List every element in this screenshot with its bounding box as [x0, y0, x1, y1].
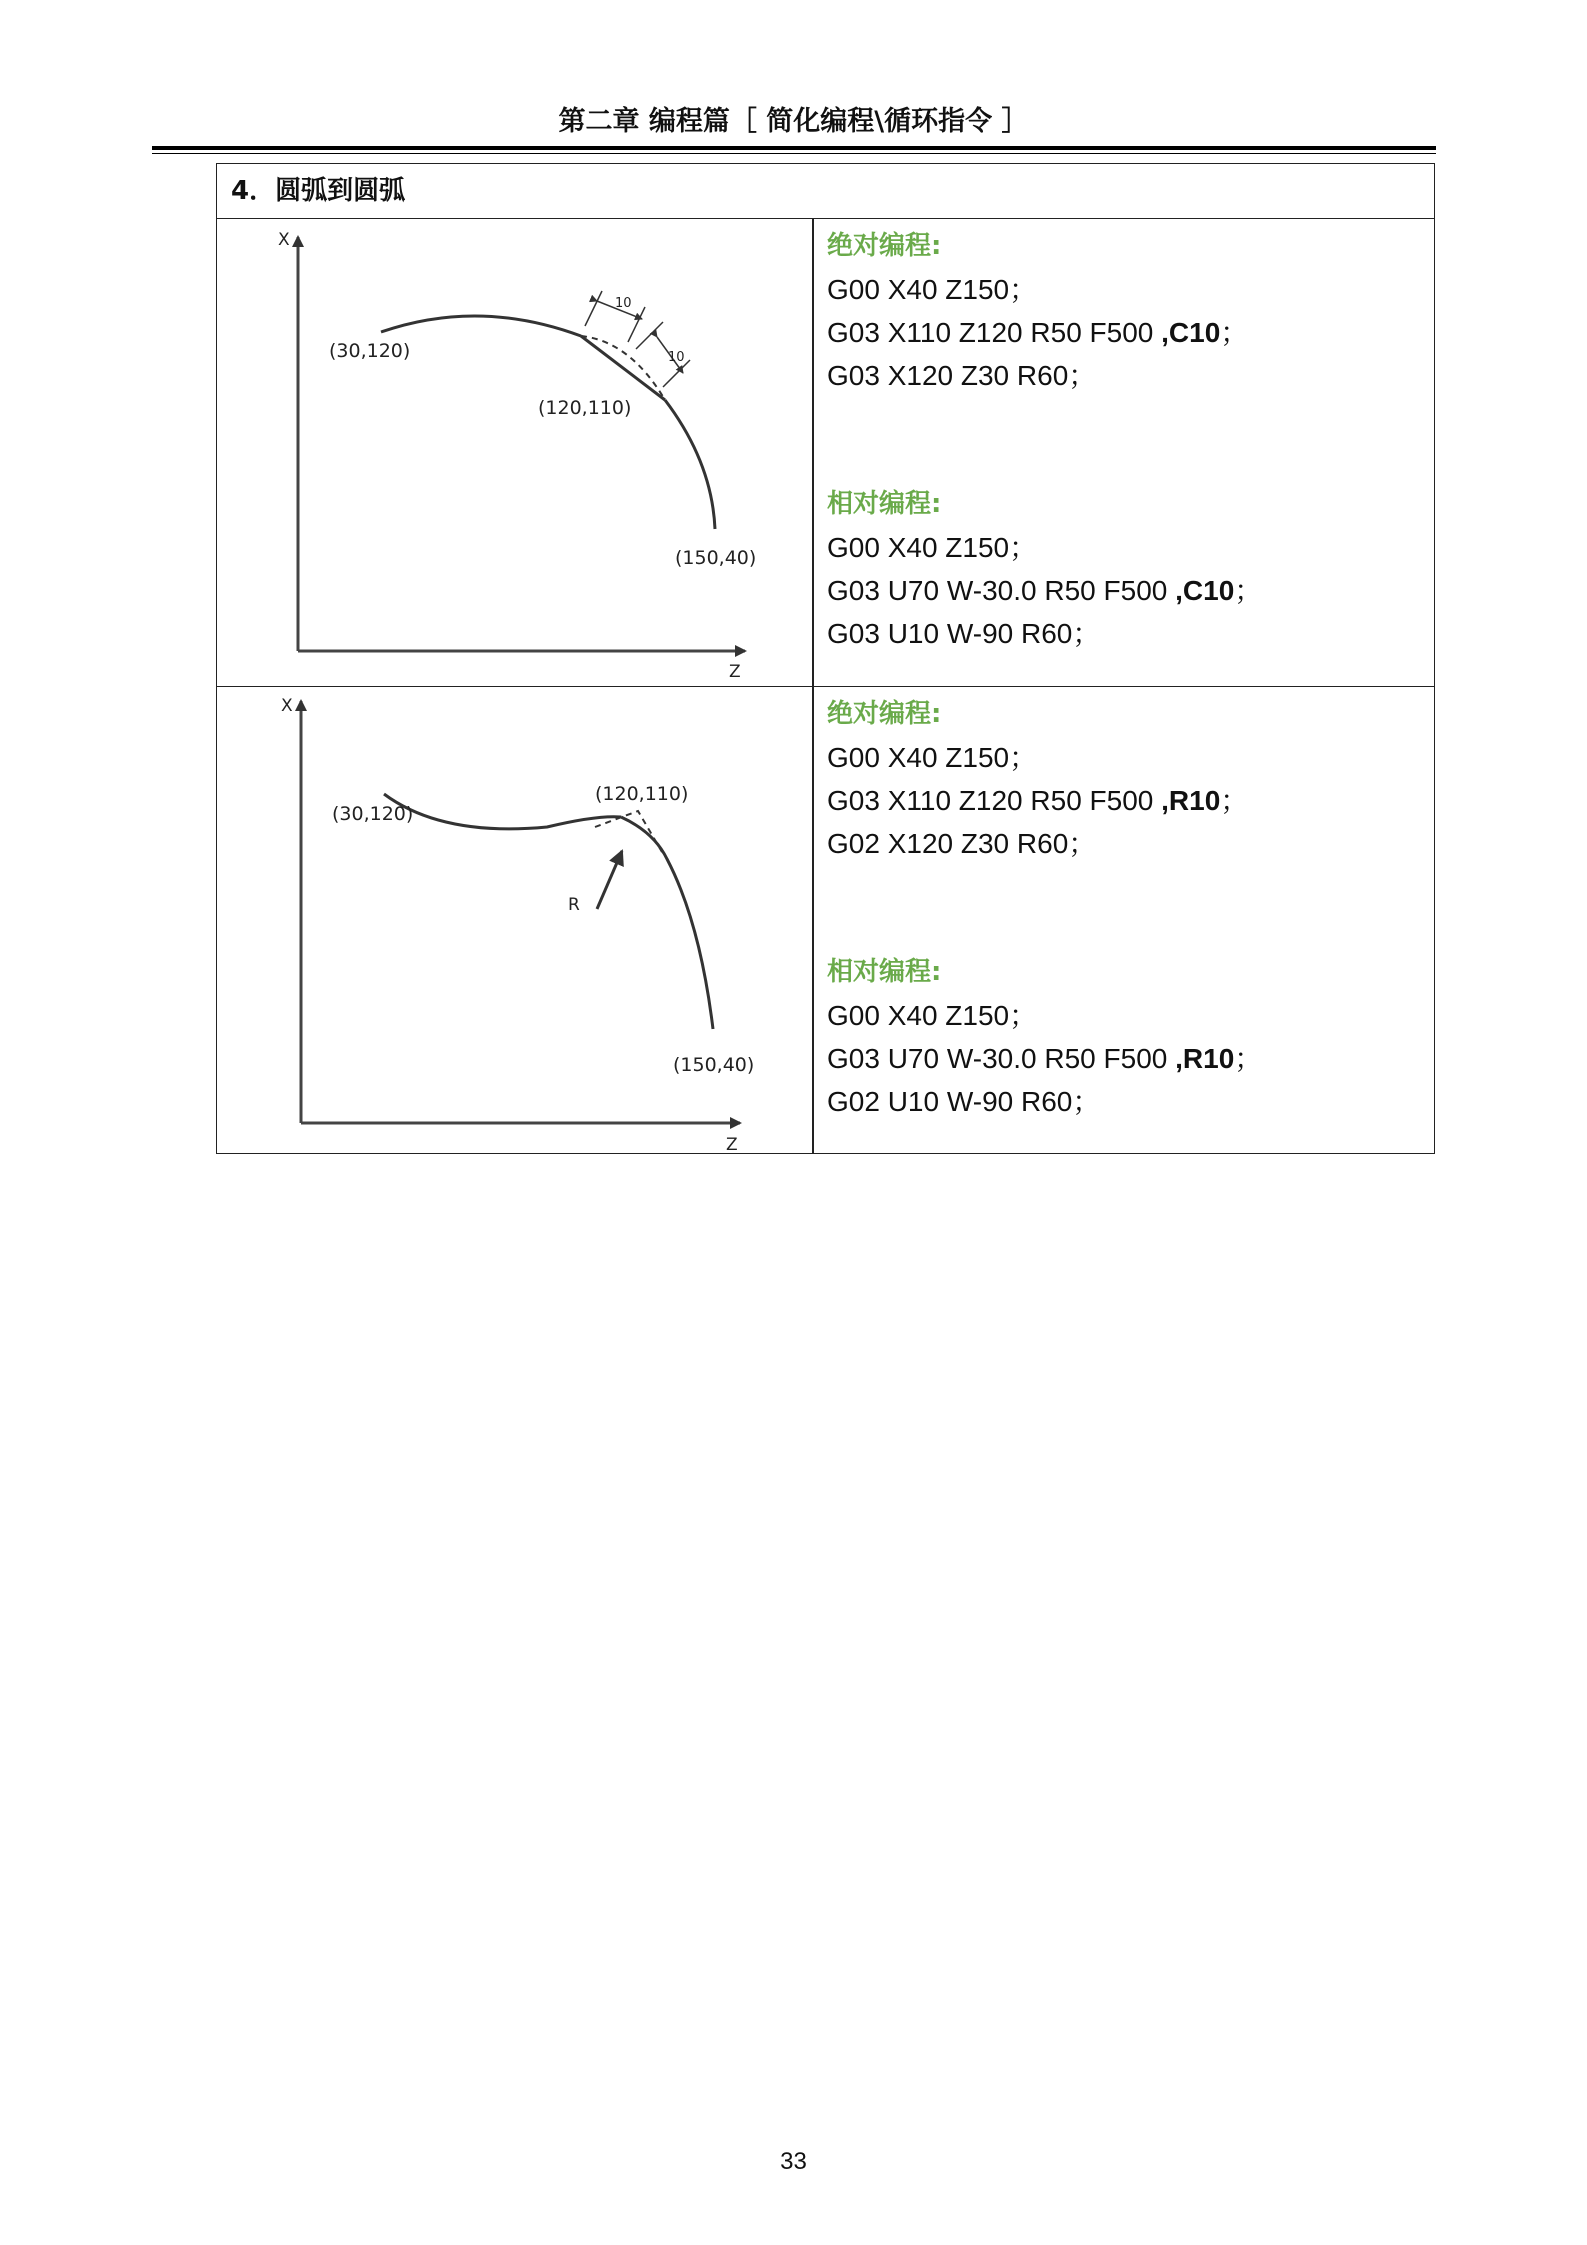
arc-curve-2 — [665, 400, 715, 529]
table-row — [217, 219, 1434, 687]
absolute-heading: 绝对编程: — [827, 231, 942, 261]
page-header: 第二章 编程篇［ 简化编程\循环指令 ］ — [558, 106, 1029, 137]
header-rule-thin — [152, 153, 1436, 154]
code-line: G03 X120 Z30 R60； — [827, 360, 1097, 391]
code-line: G00 X40 Z150； — [827, 532, 1038, 563]
column-divider — [812, 687, 814, 1153]
header-rule-thick — [152, 146, 1436, 150]
code-line: G00 X40 Z150； — [827, 742, 1038, 773]
dim-tick — [628, 307, 645, 342]
point-label: (120,110) — [538, 397, 632, 419]
point-label: (30,120) — [332, 803, 414, 825]
point-label: (120,110) — [595, 783, 689, 805]
z-axis-label: Z — [726, 1135, 738, 1153]
chamfer-diagram — [217, 219, 812, 686]
code-line: G00 X40 Z150； — [827, 274, 1038, 305]
rounding-diagram — [217, 687, 812, 1153]
point-label: (150,40) — [673, 1054, 755, 1076]
relative-heading: 相对编程: — [827, 489, 942, 519]
dim-label: 10 — [668, 350, 685, 365]
x-axis-label: X — [281, 696, 293, 716]
point-label: (30,120) — [329, 340, 411, 362]
code-line: G03 X110 Z120 R50 F500 ,C10； — [827, 317, 1249, 348]
relative-heading: 相对编程: — [827, 957, 942, 987]
table-row — [217, 687, 1434, 1153]
code-line: G02 U10 W-90 R60； — [827, 1086, 1101, 1117]
x-axis-label: X — [278, 230, 290, 250]
section-title: 4．圆弧到圆弧 — [217, 164, 1434, 219]
dim-tick — [636, 322, 663, 349]
z-axis-label: Z — [729, 662, 741, 682]
dim-label: 10 — [615, 296, 632, 311]
example-table — [216, 163, 1435, 1154]
dim-tick — [585, 291, 602, 326]
absolute-heading: 绝对编程: — [827, 699, 942, 729]
radius-label: R — [568, 895, 580, 915]
code-line: G03 U70 W-30.0 R50 F500 ,C10； — [827, 575, 1263, 606]
code-line: G03 U10 W-90 R60； — [827, 618, 1101, 649]
column-divider — [812, 219, 814, 686]
code-line: G03 U70 W-30.0 R50 F500 ,R10； — [827, 1043, 1263, 1074]
code-line: G03 X110 Z120 R50 F500 ,R10； — [827, 785, 1249, 816]
arc-curve — [384, 794, 621, 829]
code-line: G00 X40 Z150； — [827, 1000, 1038, 1031]
code-line: G02 X120 Z30 R60； — [827, 828, 1097, 859]
page-number: 33 — [780, 2148, 807, 2175]
arc-curve-2 — [621, 817, 713, 1029]
point-label: (150,40) — [675, 547, 757, 569]
arc-curve — [381, 316, 581, 336]
code-panel — [827, 693, 1424, 1123]
radius-arrow — [597, 851, 622, 909]
chamfer-line — [581, 336, 665, 400]
code-panel — [827, 225, 1424, 655]
